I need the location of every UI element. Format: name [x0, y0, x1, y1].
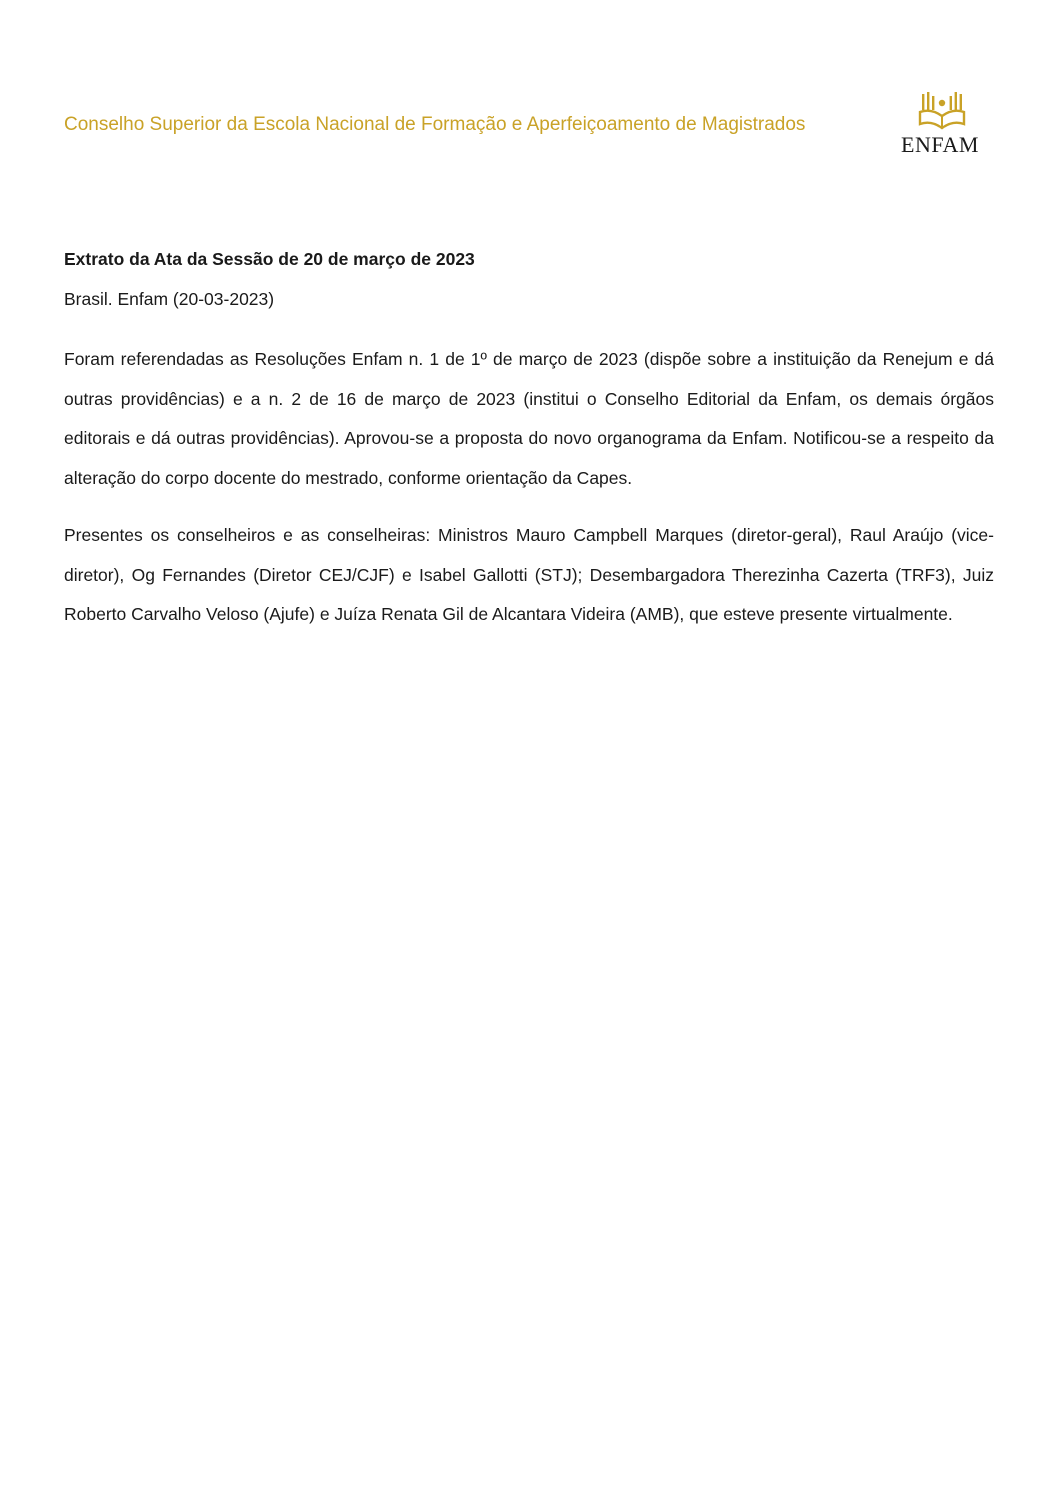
- paragraph-resolutions: Foram referendadas as Resoluções Enfam n. 1 de 1º de março de 2023 (dispõe sobre a instituição da Renejum e dá outras providências) e a n. 2 de 16 de março de 2023 (institui o Conselho Editorial da Enfam, os demais órgãos editorais e dá outras providências). Aprovou-se a proposta do novo organograma da Enfam. Notificou-se a respeito da alteração do corpo docente do mestrado, conforme orientação da Capes.: [64, 349, 994, 488]
- page-header: [64, 112, 994, 172]
- logo-text: ENFAM: [901, 132, 979, 157]
- enfam-logo: [898, 90, 982, 162]
- header-title: Conselho Superior da Escola Nacional de Formação e Aperfeiçoamento de Magistrados: [64, 114, 806, 135]
- document-subtitle: Brasil. Enfam (20-03-2023): [64, 289, 275, 309]
- paragraph-attendees: Presentes os conselheiros e as conselheiras: Ministros Mauro Campbell Marques (diretor-geral), Raul Araújo (vice-diretor), Og Fernandes (Diretor CEJ/CJF) e Isabel Gallotti (STJ); Desembargadora Therezinha Cazerta (TRF3), Juiz Roberto Carvalho Veloso (Ajufe) e Juíza Renata Gil de Alcantara Videira (AMB), que esteve presente virtualmente.: [64, 525, 994, 624]
- open-book-icon: [918, 90, 966, 132]
- document-title: Extrato da Ata da Sessão de 20 de março de 2023: [64, 249, 475, 269]
- document-body: [64, 246, 994, 653]
